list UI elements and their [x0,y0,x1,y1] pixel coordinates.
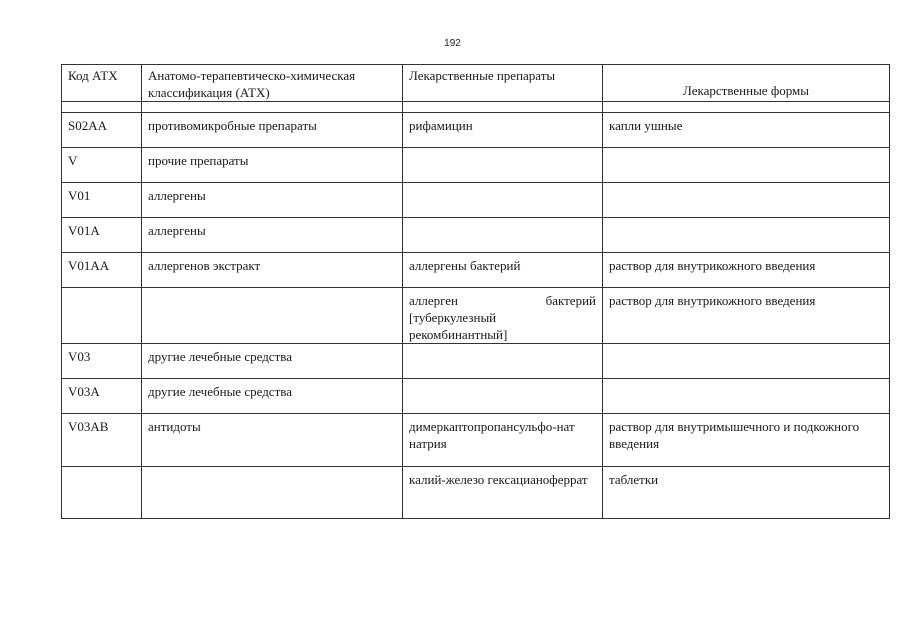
cell-code: V03A [62,379,142,414]
cell-classification [142,288,403,344]
cell-code: V [62,148,142,183]
cell-form: раствор для внутримышечного и подкожного введения [603,414,890,467]
cell-classification: прочие препараты [142,148,403,183]
table-row [62,379,890,414]
header-code: Код АТХ [62,65,142,102]
table-row [62,183,890,218]
spacer-cell [603,102,890,113]
header-forms: Лекарственные формы [603,65,890,102]
cell-form: раствор для внутрикожного введения [603,288,890,344]
atx-table [61,64,890,519]
cell-drug: рифамицин [403,113,603,148]
cell-classification: антидоты [142,414,403,467]
cell-code [62,467,142,519]
table-header-row [62,65,890,102]
cell-form [603,218,890,253]
cell-form [603,344,890,379]
cell-drug [403,379,603,414]
table-row [62,218,890,253]
cell-classification: противомикробные препараты [142,113,403,148]
cell-code: S02AA [62,113,142,148]
cell-drug: аллергены бактерий [403,253,603,288]
cell-code [62,288,142,344]
cell-drug: димеркаптопропансульфо-нат натрия [403,414,603,467]
cell-drug: калий-железо гексацианоферрат [403,467,603,519]
cell-classification [142,467,403,519]
page-number: 192 [444,38,461,49]
table-row [62,253,890,288]
table-row [62,148,890,183]
drug-rest: [туберкулезный рекомбинантный] [409,310,508,342]
table-row [62,113,890,148]
spacer-cell [403,102,603,113]
cell-drug [403,288,603,344]
cell-drug [403,148,603,183]
cell-classification: аллергенов экстракт [142,253,403,288]
spacer-cell [62,102,142,113]
cell-code: V03AB [62,414,142,467]
cell-form: таблетки [603,467,890,519]
table-row [62,414,890,467]
header-drugs: Лекарственные препараты [403,65,603,102]
table-spacer-row [62,102,890,113]
cell-form [603,183,890,218]
cell-classification: другие лечебные средства [142,379,403,414]
cell-form: раствор для внутрикожного введения [603,253,890,288]
cell-form: капли ушные [603,113,890,148]
cell-form [603,379,890,414]
cell-classification: аллергены [142,183,403,218]
cell-code: V03 [62,344,142,379]
cell-code: V01AA [62,253,142,288]
drug-word-right: бактерий [545,293,596,308]
table-row [62,344,890,379]
cell-code: V01 [62,183,142,218]
spacer-cell [142,102,403,113]
cell-classification: другие лечебные средства [142,344,403,379]
header-classification: Анатомо-терапевтическо-химическая классификация (АТХ) [142,65,403,102]
cell-drug [403,344,603,379]
table-row [62,288,890,344]
drug-word-left: аллерген [409,293,459,308]
cell-code: V01A [62,218,142,253]
drug-first-line [409,292,596,309]
cell-drug [403,183,603,218]
cell-form [603,148,890,183]
cell-classification: аллергены [142,218,403,253]
cell-drug [403,218,603,253]
table-row [62,467,890,519]
